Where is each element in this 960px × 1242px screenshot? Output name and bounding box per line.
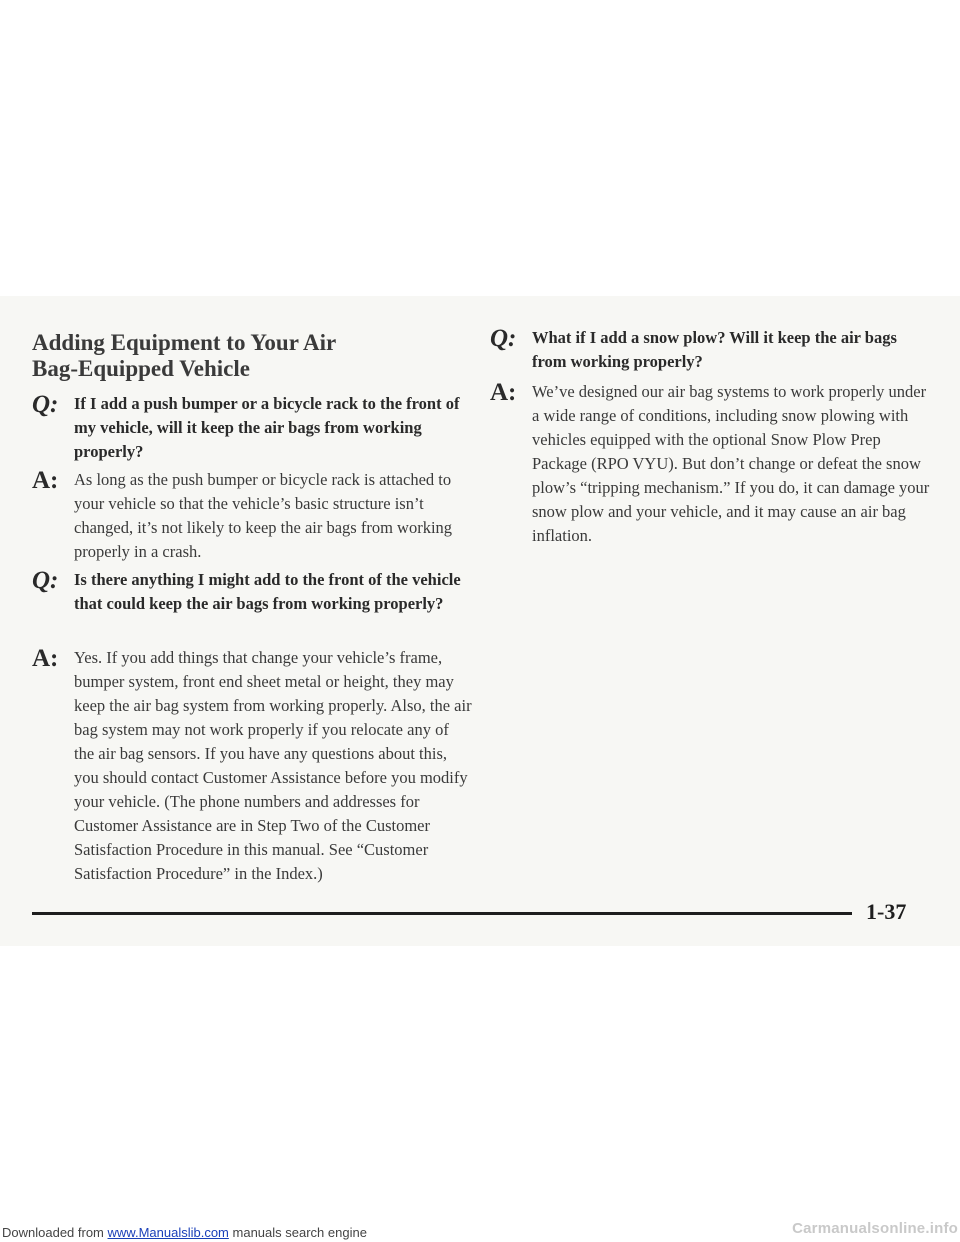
question-marker: Q:	[490, 325, 517, 352]
question-text: What if I add a snow plow? Will it keep the air bags from working properly?	[532, 328, 897, 371]
download-footer	[0, 1220, 960, 1242]
manualslib-link[interactable]: www.Manualslib.com	[107, 1225, 229, 1240]
section-title	[32, 330, 452, 382]
question-text: If I add a push bumper or a bicycle rack to the front of my vehicle, will it keep the air bags from working properly?	[74, 394, 460, 461]
question-text: Is there anything I might add to the front of the vehicle that could keep the air bags from working properly?	[74, 570, 461, 613]
answer-marker: A:	[32, 645, 59, 672]
section-title-line-1: Adding Equipment to Your Air	[32, 330, 337, 355]
answer-block-2	[32, 646, 472, 886]
answer-block-3	[490, 380, 930, 548]
watermark-text: Carmanualsonline.info	[792, 1220, 958, 1237]
page-number: 1-37	[866, 899, 907, 924]
bottom-rule	[32, 912, 852, 915]
question-block-2	[32, 568, 472, 616]
footer-prefix: Downloaded from	[2, 1225, 104, 1240]
answer-text: Yes. If you add things that change your vehicle’s frame, bumper system, front end sheet metal or height, they may keep the air bag system from working properly. Also, the air bag system may not work properly if you relocate any of the air bag sensors. If you have any questions about this, you should contact Customer Assistance before you modify your vehicle. (The phone numbers and addresses for Customer Assistance are in Step Two of the Customer Satisfaction Procedure in this manual. See “Customer Satisfaction Procedure” in the Index.)	[74, 648, 472, 883]
question-marker: Q:	[32, 391, 59, 418]
blank-top-margin	[0, 0, 960, 296]
section-title-line-2: Bag-Equipped Vehicle	[32, 356, 250, 381]
footer-suffix: manuals search engine	[232, 1225, 367, 1240]
answer-text: We’ve designed our air bag systems to work properly under a wide range of conditions, including snow plowing with vehicles equipped with the optional Snow Plow Prep Package (RPO VYU). But don’t change or defeat the snow plow’s “tripping mechanism.” If you do, it can damage your snow plow and your vehicle, and it may cause an air bag inflation.	[532, 382, 930, 545]
footer-credit	[2, 1224, 367, 1242]
question-marker: Q:	[32, 567, 59, 594]
question-block-3	[490, 326, 930, 374]
manual-page	[0, 296, 960, 946]
question-block-1	[32, 392, 472, 464]
answer-marker: A:	[490, 379, 517, 406]
answer-text: As long as the push bumper or bicycle rack is attached to your vehicle so that the vehicle’s basic structure isn’t changed, it’s not likely to keep the air bags from working properly in a crash.	[74, 470, 453, 561]
answer-marker: A:	[32, 467, 59, 494]
answer-block-1	[32, 468, 472, 564]
